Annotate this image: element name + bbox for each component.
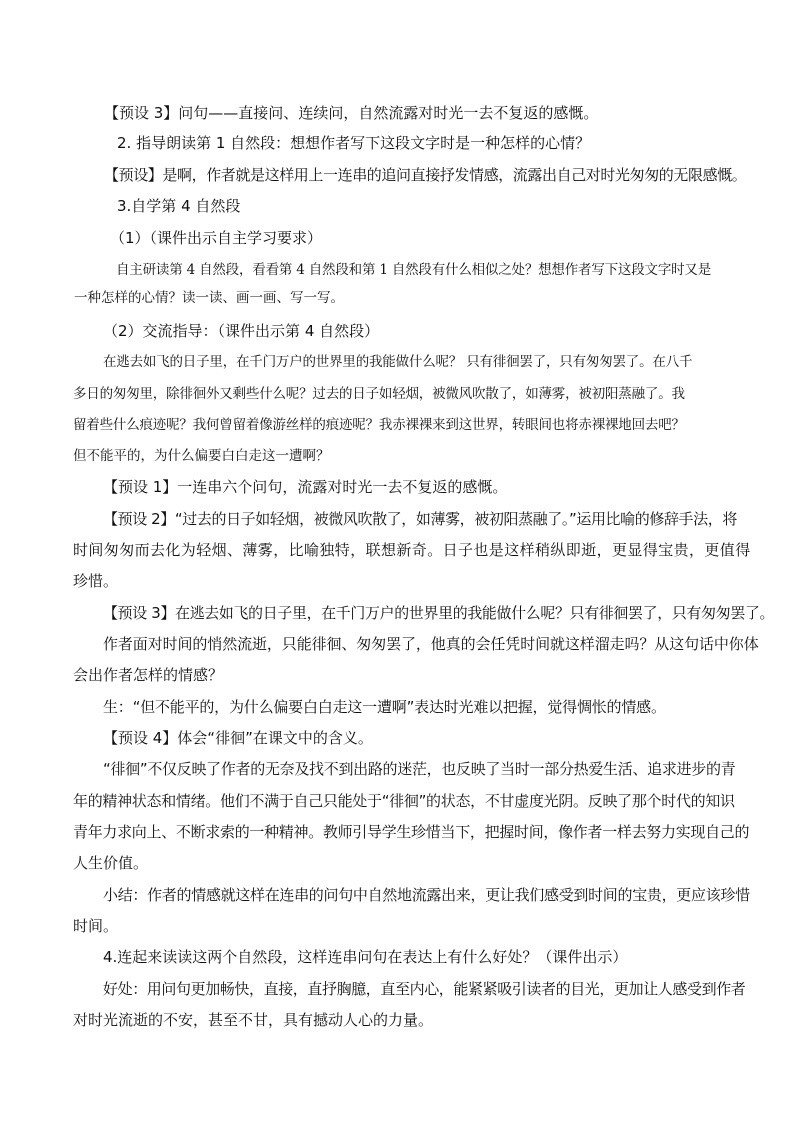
- text-line: 一种怎样的心情？读一读、画一画、写一写。: [74, 290, 344, 306]
- text-line: 自主研读第 4 自然段，看看第 4 自然段和第 1 自然段有什么相似之处？想想作者写下这段文字时又是: [116, 262, 712, 278]
- text-line: 生：“但不能平的，为什么偏要白白走这一遭啊”表达时光难以把握，觉得惆怅的情感。: [103, 698, 666, 716]
- text-line: 青年力求向上、不断求索的一种精神。教师引导学生珍惜当下，把握时间，像作者一样去努力实现自己的: [73, 823, 750, 841]
- text-line: 人生价值。: [73, 854, 149, 872]
- text-line: 【预设】是啊，作者就是这样用上一连串的追问直接抒发情感，流露出自己对时光匆匆的无限感慨。: [104, 166, 747, 184]
- text-line: 会出作者怎样的情感？: [73, 666, 224, 684]
- section-heading: 4.连起来读读这两个自然段，这样连串问句在表达上有什么好处？（课件出示）: [103, 948, 628, 966]
- text-line: 2. 指导朗读第 1 自然段：想想作者写下这段文字时是一种怎样的心情？: [117, 134, 591, 152]
- summary-line: 小结：作者的情感就这样在连串的问句中自然地流露出来，更让我们感受到时间的宝贵，更应该珍惜: [103, 886, 750, 904]
- text-line: 【预设 3】在逃去如飞的日子里，在千门万户的世界里的我能做什么呢？只有徘徊罢了，只有匆匆罢了。: [103, 604, 775, 622]
- text-line: 时间匆匆而去化为轻烟、薄雾，比喻独特，联想新奇。日子也是这样稍纵即逝，更显得宝贵，更值得: [73, 541, 751, 559]
- text-line: 【预设 2】“过去的日子如轻烟，被微风吹散了，如薄雾，被初阳蒸融了。”运用比喻的修辞手法，将: [103, 510, 737, 528]
- text-line: 珍惜。: [73, 572, 119, 590]
- text-line: （2）交流指导：（课件出示第 4 自然段）: [103, 322, 380, 340]
- text-line: 【预设 3】问句——直接问、连续问，自然流露对时光一去不复返的感慨。: [104, 104, 599, 122]
- quoted-paragraph-line: 留着些什么痕迹呢？我何曾留着像游丝样的痕迹呢？我赤裸裸来到这世界，转眼间也将赤裸裸地回去吧？: [73, 417, 685, 433]
- quoted-paragraph-line: 多日的匆匆里，除徘徊外又剩些什么呢？过去的日子如轻烟，被微风吹散了，如薄雾，被初阳蒸融了。我: [73, 386, 685, 402]
- text-line: 对时光流逝的不安，甚至不甘，具有撼动人心的力量。: [73, 1011, 434, 1029]
- text-line: 年的精神状态和情绪。他们不满于自己只能处于“徘徊”的状态，不甘虚度光阴。反映了那个时代的知识: [73, 792, 735, 810]
- text-line: 作者面对时间的悄然流逝，只能徘徊、匆匆罢了，他真的会任凭时间就这样溜走吗？从这句话中你体: [103, 635, 759, 653]
- text-line: 【预设 4】体会“徘徊”在课文中的含义。: [103, 729, 373, 747]
- quoted-paragraph-line: 但不能平的，为什么偏要白白走这一遭啊？: [73, 448, 330, 464]
- quoted-paragraph-line: 在逃去如飞的日子里，在千门万户的世界里的我能做什么呢？ 只有徘徊罢了，只有匆匆罢了。在八千: [103, 354, 693, 370]
- text-line: 好处：用问句更加畅快，直接，直抒胸臆，直至内心，能紧紧吸引读者的目光，更加让人感受到作者: [103, 980, 746, 998]
- text-line: 【预设 1】一连串六个问句，流露对时光一去不复返的感慨。: [103, 478, 508, 496]
- summary-line: 时间。: [73, 917, 119, 935]
- text-line: （1）（课件出示自主学习要求）: [110, 229, 323, 247]
- section-heading: 3.自学第 4 自然段: [117, 197, 241, 215]
- text-line: “徘徊”不仅反映了作者的无奈及找不到出路的迷茫，也反映了当时一部分热爱生活、追求进步的青: [103, 760, 736, 778]
